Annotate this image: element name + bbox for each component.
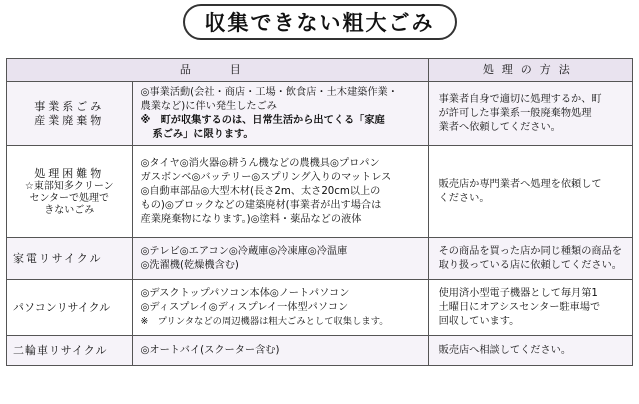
item-note: 系ごみ」に限ります。: [152, 128, 254, 140]
method-text: 販売店か専門業者へ処理を依頼して: [438, 178, 602, 190]
item-text: ◎自動車部品◎大型木材(長さ2m、太さ20cm以上の: [140, 185, 381, 197]
title-area: [0, 0, 639, 44]
header-method: 処理の方法: [428, 59, 632, 82]
category-label: 二輪車リサイクル: [13, 343, 108, 357]
method-cell: [428, 336, 632, 366]
category-cell: [7, 146, 133, 238]
items-cell: [132, 82, 428, 146]
category-cell: [7, 280, 133, 336]
item-note: ※ 町が収集するのは、日常生活から出てくる「家庭: [140, 114, 385, 126]
method-cell: [428, 280, 632, 336]
category-cell: [7, 238, 133, 280]
category-sublabel: ☆東部知多クリーン: [24, 180, 114, 192]
item-text: 農業など)に伴い発生したごみ: [140, 100, 277, 112]
category-label: 産業廃棄物: [34, 113, 105, 127]
method-text: 使用済小型電子機器として毎月第1: [438, 287, 598, 299]
item-text: ◎事業活動(会社・商店・工場・飲食店・土木建築作業・: [140, 86, 398, 98]
table-row: [7, 336, 633, 366]
table-row: [7, 82, 633, 146]
method-text: 販売店へ相談してください。: [438, 344, 572, 356]
category-label: パソコンリサイクル: [13, 300, 111, 314]
item-text: ◎ディスプレイ◎ディスプレイ一体型パソコン: [140, 301, 349, 313]
item-text: ガスボンベ◎バッテリー◎スプリング入りのマットレス: [140, 171, 392, 183]
method-text: 事業者自身で適切に処理するか、町: [438, 93, 602, 105]
table-row: [7, 238, 633, 280]
method-cell: [428, 146, 632, 238]
category-sublabel: センターで処理で: [29, 192, 110, 204]
header-items: 品 目: [7, 59, 429, 82]
method-cell: [428, 238, 632, 280]
method-text: が許可した事業系一般廃棄物処理: [438, 107, 592, 119]
item-text: ◎洗濯機(乾燥機含む): [140, 259, 239, 271]
method-text: 業者へ依頼してください。: [438, 121, 561, 133]
item-note: ※ プリンタなどの周辺機器は粗大ごみとして収集します。: [140, 315, 389, 327]
table-header-row: [7, 59, 633, 82]
method-text: 土曜日にオアシスセンター駐車場で: [438, 301, 601, 313]
disposal-table: [6, 58, 633, 366]
item-text: もの)◎ブロックなどの建築廃材(事業者が出す場合は: [140, 199, 382, 211]
method-text: 取り扱っている店に依頼してください。: [438, 259, 622, 271]
items-cell: [132, 146, 428, 238]
item-text: 産業廃棄物になります。)◎塗料・薬品などの液体: [140, 213, 362, 225]
method-text: ください。: [438, 192, 490, 204]
items-cell: [132, 280, 428, 336]
method-text: 回収しています。: [438, 315, 520, 327]
item-text: ◎オートバイ(スクーター含む): [140, 344, 280, 356]
item-text: ◎タイヤ◎消火器◎耕うん機などの農機具◎プロパン: [140, 157, 380, 169]
category-cell: [7, 336, 133, 366]
category-cell: [7, 82, 133, 146]
table-row: [7, 146, 633, 238]
category-label: 事業系ごみ: [34, 99, 105, 113]
items-cell: [132, 336, 428, 366]
method-text: その商品を買った店か同じ種類の商品を: [438, 245, 622, 257]
item-text: ◎テレビ◎エアコン◎冷蔵庫◎冷凍庫◎冷温庫: [140, 245, 348, 257]
category-label: 家電リサイクル: [13, 251, 103, 265]
category-label: 処理困難物: [34, 166, 105, 180]
page-title: 収集できない粗大ごみ: [183, 4, 457, 40]
item-text: ◎デスクトップパソコン本体◎ノートパソコン: [140, 287, 350, 299]
items-cell: [132, 238, 428, 280]
table-row: [7, 280, 633, 336]
method-cell: [428, 82, 632, 146]
category-sublabel: きないごみ: [44, 204, 95, 216]
